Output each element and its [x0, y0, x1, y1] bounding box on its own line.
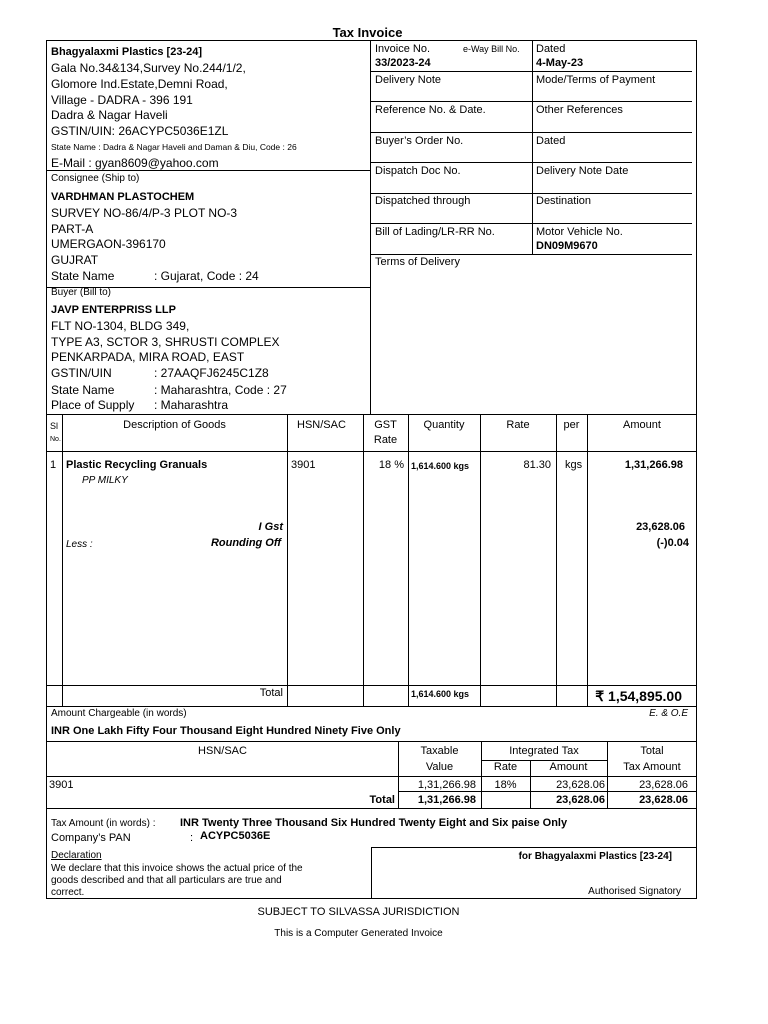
seller-address-line: Village - DADRA - 396 191	[51, 93, 193, 107]
bill-of-lading-label: Bill of Lading/LR-RR No.	[375, 226, 495, 238]
rounding-amount: (-)0.04	[656, 537, 689, 549]
col-rate: Rate	[506, 419, 530, 431]
motor-vehicle-value: DN09M9670	[536, 240, 598, 252]
rounding-label: Rounding Off	[210, 537, 281, 549]
dated2-label: Dated	[536, 135, 566, 147]
col-gst-rate: Rate	[373, 434, 398, 446]
seller-address-line: Gala No.34&134,Survey No.244/1/2,	[51, 61, 246, 75]
consignee-label: Consignee (Ship to)	[51, 173, 140, 184]
divider	[370, 101, 692, 102]
divider	[587, 414, 588, 706]
tax-row-amount: 23,628.06	[556, 779, 605, 791]
consignee-address-line: PART-A	[51, 222, 94, 236]
item-sub-description: PP MILKY	[82, 475, 128, 486]
buyer-address-line: FLT NO-1304, BLDG 349,	[51, 319, 190, 333]
buyer-label: Buyer (Bill to)	[51, 287, 112, 298]
divider	[47, 706, 697, 707]
invoice-no-value: 33/2023-24	[375, 57, 431, 69]
buyer-name: JAVP ENTERPRISS LLP	[51, 304, 176, 316]
divider	[62, 414, 63, 706]
divider	[370, 254, 692, 255]
reference-label: Reference No. & Date.	[375, 104, 486, 116]
seller-name: Bhagyalaxmi Plastics [23-24]	[51, 46, 203, 58]
eway-bill-label: e-Way Bill No.	[463, 44, 520, 54]
col-description: Description of Goods	[123, 419, 226, 431]
consignee-address-line: SURVEY NO-86/4/P-3 PLOT NO-3	[51, 206, 238, 220]
pan-label: Company’s PAN	[51, 832, 131, 844]
item-sl: 1	[50, 459, 57, 471]
divider	[408, 414, 409, 706]
col-hsn: HSN/SAC	[297, 419, 346, 431]
tax-col-taxable: Taxable	[420, 745, 459, 757]
divider	[370, 193, 692, 194]
seller-state: State Name : Dadra & Nagar Haveli and Daman & Diu, Code : 26	[51, 142, 297, 152]
items-total-quantity: 1,614.600 kgs	[411, 689, 470, 699]
dispatched-through-label: Dispatched through	[375, 195, 471, 207]
seller-gstin: GSTIN/UIN: 26ACYPC5036E1ZL	[51, 124, 229, 138]
col-gst: GST	[374, 419, 397, 431]
tax-amount-in-words: INR Twenty Three Thousand Six Hundred Twenty Eight and Six paise Only	[180, 817, 568, 829]
items-total-label: Total	[259, 687, 283, 699]
divider	[47, 170, 370, 171]
amount-words-label: Amount Chargeable (in words)	[51, 708, 187, 719]
item-hsn: 3901	[291, 459, 316, 471]
dispatch-doc-label: Dispatch Doc No.	[375, 165, 461, 177]
col-per: per	[563, 419, 580, 431]
less-label: Less :	[66, 539, 93, 550]
invoice-no-label: Invoice No.	[375, 43, 431, 55]
grand-total: ₹ 1,54,895.00	[595, 688, 682, 704]
dated-label: Dated	[536, 43, 566, 55]
dated-value: 4-May-23	[536, 57, 584, 69]
consignee-address-line: UMERGAON-396170	[51, 237, 166, 251]
authorised-signatory: Authorised Signatory	[588, 886, 681, 897]
igst-amount: 23,628.06	[636, 521, 685, 533]
col-amount: Amount	[623, 419, 661, 431]
place-of-supply-label: Place of Supply	[51, 398, 135, 412]
consignee-name: VARDHMAN PLASTOCHEM	[51, 191, 195, 203]
tax-col-total: Total	[640, 745, 664, 757]
divider	[370, 223, 692, 224]
buyer-gstin-value: : 27AAQFJ6245C1Z8	[154, 366, 269, 380]
tax-total-total: 23,628.06	[639, 794, 688, 806]
item-rate: 81.30	[523, 459, 551, 471]
place-of-supply-value: : Maharashtra	[154, 398, 229, 412]
buyer-address-line: PENKARPADA, MIRA ROAD, EAST	[51, 350, 245, 364]
pan-value: ACYPC5036E	[200, 830, 271, 842]
divider	[47, 741, 697, 742]
mode-terms-label: Mode/Terms of Payment	[536, 74, 656, 86]
consignee-state-label: State Name	[51, 269, 115, 283]
seller-email: E-Mail : gyan8609@yahoo.com	[51, 156, 219, 170]
item-gst: 18 %	[378, 459, 404, 471]
buyer-state-value: : Maharashtra, Code : 27	[154, 383, 287, 397]
divider	[47, 808, 697, 809]
computer-generated-note: This is a Computer Generated Invoice	[274, 928, 443, 939]
item-per: kgs	[565, 459, 583, 471]
buyer-state-label: State Name	[51, 383, 115, 397]
tax-col-total-amount: Tax Amount	[623, 761, 681, 773]
divider	[47, 414, 697, 415]
seller-address-line: Dadra & Nagar Haveli	[51, 108, 168, 122]
col-sl-no: No.	[50, 436, 61, 443]
declaration-line: We declare that this invoice shows the actual price of the	[51, 863, 303, 874]
tax-row-total: 23,628.06	[639, 779, 688, 791]
terms-of-delivery-label: Terms of Delivery	[375, 256, 460, 268]
col-sl: Sl	[50, 421, 59, 431]
tax-total-amount: 23,628.06	[556, 794, 605, 806]
divider	[47, 776, 697, 777]
item-description: Plastic Recycling Granuals	[66, 459, 208, 471]
tax-words-label: Tax Amount (in words) :	[51, 818, 156, 829]
tax-col-taxable-value: Value	[425, 761, 454, 773]
tax-col-hsn: HSN/SAC	[198, 745, 247, 757]
pan-colon: :	[190, 832, 194, 844]
tax-total-taxable: 1,31,266.98	[417, 794, 476, 806]
divider	[370, 71, 692, 72]
divider	[480, 414, 481, 706]
for-company-label: for Bhagyalaxmi Plastics [23-24]	[518, 851, 672, 862]
divider	[370, 40, 371, 415]
declaration-line: correct.	[51, 887, 85, 898]
tax-row-rate: 18%	[494, 779, 517, 791]
tax-row-taxable: 1,31,266.98	[417, 779, 476, 791]
buyers-order-label: Buyer’s Order No.	[375, 135, 464, 147]
tax-col-integrated: Integrated Tax	[509, 745, 579, 757]
page-title: Tax Invoice	[332, 25, 403, 40]
motor-vehicle-label: Motor Vehicle No.	[536, 226, 623, 238]
item-amount: 1,31,266.98	[624, 459, 683, 471]
delivery-note-label: Delivery Note	[375, 74, 442, 86]
divider	[47, 685, 697, 686]
igst-label: I Gst	[258, 521, 283, 533]
item-quantity: 1,614.600 kgs	[411, 461, 470, 471]
col-quantity: Quantity	[423, 419, 465, 431]
jurisdiction-note: SUBJECT TO SILVASSA JURISDICTION	[257, 906, 460, 918]
divider	[370, 132, 692, 133]
tax-col-amount: Amount	[549, 761, 588, 773]
eoe-label: E. & O.E	[649, 708, 688, 719]
delivery-note-date-label: Delivery Note Date	[536, 165, 629, 177]
declaration-title: Declaration	[51, 850, 102, 861]
amount-in-words: INR One Lakh Fifty Four Thousand Eight Hundred Ninety Five Only	[51, 725, 401, 737]
tax-col-rate: Rate	[493, 761, 518, 773]
divider	[398, 791, 697, 792]
divider	[370, 162, 692, 163]
other-references-label: Other References	[536, 104, 623, 116]
tax-row-hsn: 3901	[49, 779, 74, 791]
declaration-line: goods described and that all particulars are true and	[51, 875, 282, 886]
consignee-address-line: GUJRAT	[51, 253, 99, 267]
divider	[371, 847, 697, 848]
divider	[363, 414, 364, 706]
divider	[47, 451, 697, 452]
divider	[556, 414, 557, 706]
buyer-address-line: TYPE A3, SCTOR 3, SHRUSTI COMPLEX	[51, 335, 280, 349]
divider	[287, 414, 288, 706]
buyer-gstin-label: GSTIN/UIN	[51, 366, 112, 380]
seller-address-line: Glomore Ind.Estate,Demni Road,	[51, 77, 228, 91]
tax-total-label: Total	[369, 794, 395, 806]
destination-label: Destination	[536, 195, 592, 207]
consignee-state-value: : Gujarat, Code : 24	[154, 269, 259, 283]
